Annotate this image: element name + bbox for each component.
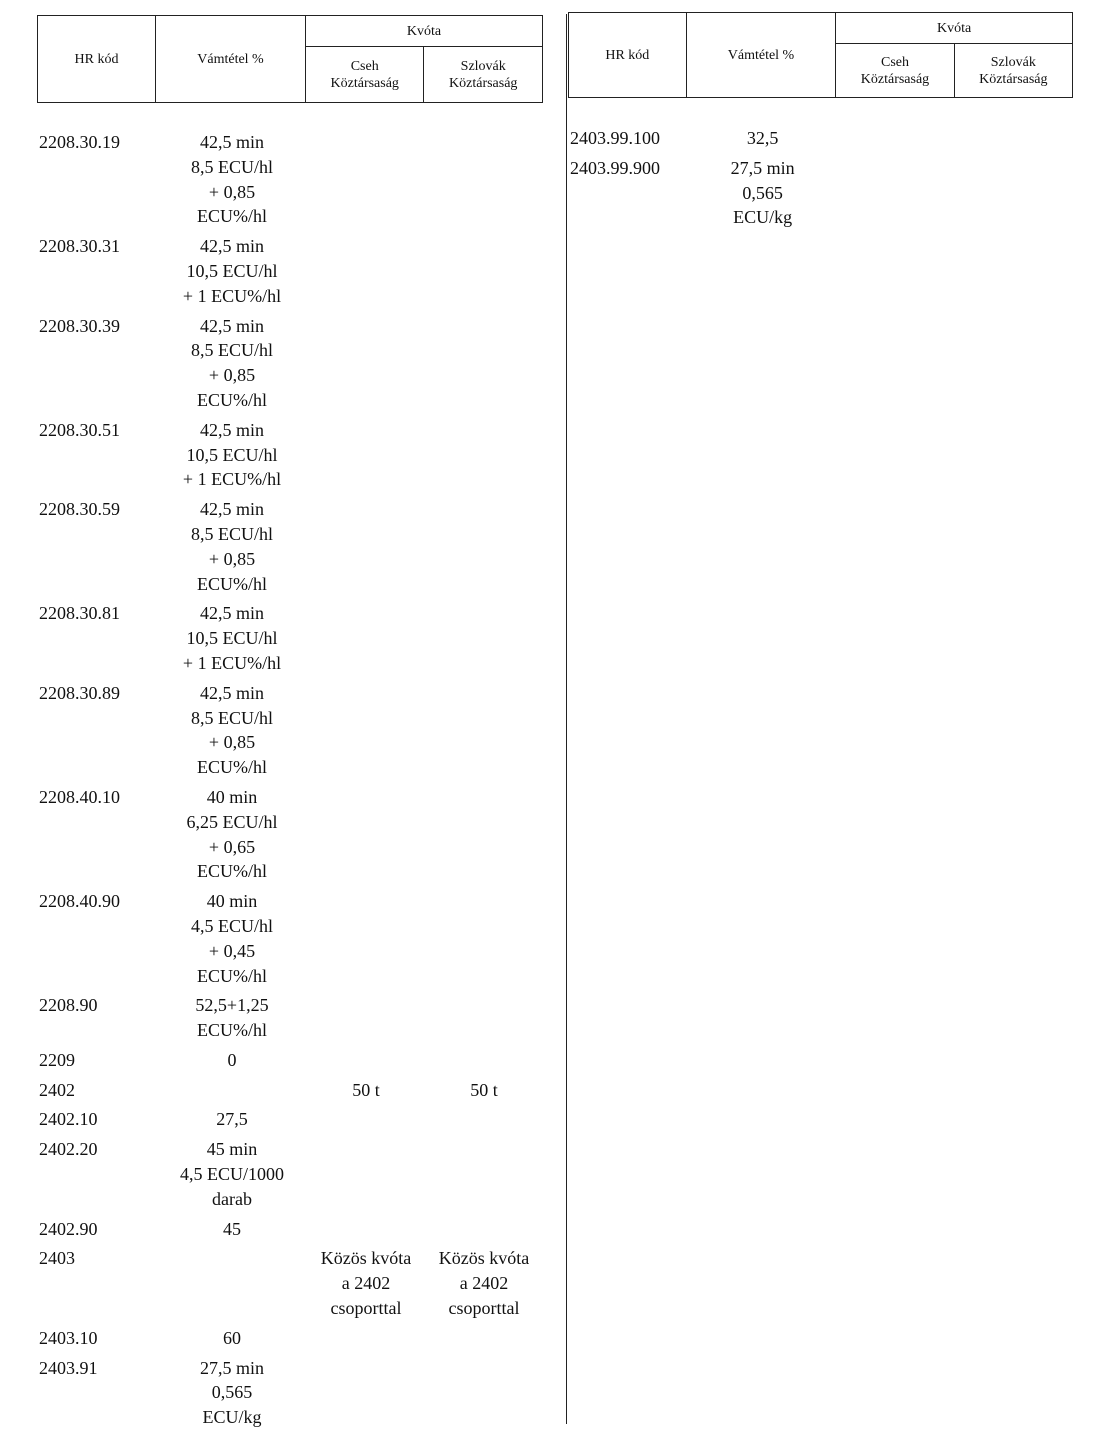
hr-code-cell: 2402.10 [39, 1109, 98, 1130]
rate-cell [157, 234, 307, 308]
quota-cseh-cell [307, 497, 425, 596]
rate-cell-line: 0,565 [211, 1382, 253, 1403]
rate-cell [157, 497, 307, 596]
quota-szlovak-cell [425, 785, 543, 884]
rate-cell [157, 1137, 307, 1211]
quota-cseh-cell [307, 993, 425, 1043]
right-table-body [568, 126, 1073, 230]
header-vamtetel: Vámtétel % [686, 13, 836, 98]
quota-cseh-cell-line: csoporttal [330, 1298, 402, 1319]
rate-cell-line: 42,5 min [199, 315, 264, 336]
hr-code-cell: 2209 [39, 1049, 75, 1070]
quota-cseh-cell [307, 234, 425, 308]
quota-cseh-cell [307, 1078, 425, 1103]
quota-szlovak-cell [425, 1078, 543, 1103]
hr-code-cell: 2208.90 [39, 995, 98, 1016]
rate-cell-line: 10,5 ECU/hl [186, 260, 278, 281]
quota-szlovak-cell [425, 1356, 543, 1430]
rate-cell-line: 42,5 min [199, 499, 264, 520]
quota-szlovak-cell [425, 314, 543, 413]
table-row [37, 601, 543, 675]
rate-cell-line: 4,5 ECU/1000 [179, 1164, 284, 1185]
hr-code-cell: 2208.30.31 [39, 236, 120, 257]
rate-cell-line: + 0,85 [208, 181, 256, 202]
table-row [37, 314, 543, 413]
table-row [37, 1078, 543, 1103]
rate-cell [688, 126, 838, 151]
rate-cell-line: ECU%/hl [197, 206, 267, 227]
quota-szlovak-cell [425, 889, 543, 988]
quota-szlovak-cell [955, 126, 1073, 151]
rate-cell [157, 601, 307, 675]
header-cseh-line2: Köztársaság [330, 75, 399, 91]
table-row [37, 1326, 543, 1351]
hr-code-cell: 2403.10 [39, 1327, 98, 1348]
quota-szlovak-cell-line: Közös kvóta [438, 1248, 530, 1269]
table-row [37, 1048, 543, 1073]
quota-szlovak-cell [425, 681, 543, 780]
table-row [37, 497, 543, 596]
hr-code-cell: 2208.30.59 [39, 499, 120, 520]
hr-code-cell: 2208.30.81 [39, 603, 120, 624]
rate-cell-line: ECU%/hl [197, 573, 267, 594]
rate-cell-line: + 0,85 [208, 365, 256, 386]
table-row [37, 1217, 543, 1242]
header-cseh [305, 47, 423, 103]
rate-cell-line: 45 min [206, 1139, 258, 1160]
header-szlovak-line2: Köztársaság [979, 71, 1048, 87]
rate-cell-line: 45 [223, 1218, 241, 1239]
header-szlovak [424, 47, 543, 103]
rate-cell-line: 10,5 ECU/hl [186, 628, 278, 649]
rate-cell-line: ECU%/hl [197, 757, 267, 778]
quota-szlovak-cell [425, 130, 543, 229]
header-hr-kod: HR kód [569, 13, 687, 98]
quota-cseh-cell [307, 601, 425, 675]
quota-szlovak-cell [425, 1048, 543, 1073]
rate-cell-line: 40 min [206, 891, 258, 912]
rate-cell-line: 27,5 [216, 1109, 248, 1130]
rate-cell [157, 418, 307, 492]
rate-cell [157, 1246, 307, 1320]
rate-cell-line: 42,5 min [199, 603, 264, 624]
rate-cell-line: 42,5 min [199, 132, 264, 152]
table-row [37, 1107, 543, 1132]
header-cseh-line2: Köztársaság [860, 71, 930, 87]
quota-cseh-cell [307, 1217, 425, 1242]
rate-cell-line: ECU/kg [202, 1407, 262, 1428]
table-row [37, 889, 543, 988]
rate-cell-line: ECU/kg [733, 207, 793, 228]
rate-cell [157, 785, 307, 884]
quota-szlovak-cell-line: a 2402 [459, 1273, 509, 1294]
quota-szlovak-cell [425, 993, 543, 1043]
hr-code-cell: 2403.99.900 [570, 157, 660, 178]
table-row [37, 681, 543, 780]
header-kvota: Kvóta [305, 16, 542, 47]
rate-cell-line: + 1 ECU%/hl [182, 285, 282, 306]
quota-cseh-cell [307, 1107, 425, 1132]
quota-szlovak-cell [425, 497, 543, 596]
hr-code-cell: 2208.30.39 [39, 315, 120, 336]
rate-cell-line: 52,5+1,25 [195, 995, 269, 1016]
table-row [37, 785, 543, 884]
rate-cell-line: 42,5 min [199, 419, 264, 440]
right-table-header [568, 12, 1073, 98]
rate-cell [157, 681, 307, 780]
header-szlovak-line1: Szlovák [460, 58, 506, 74]
rate-cell-line: 8,5 ECU/hl [190, 707, 273, 728]
rate-cell [157, 314, 307, 413]
left-table-body [37, 130, 543, 1430]
header-cseh-line1: Cseh [880, 54, 909, 70]
rate-cell [157, 130, 307, 229]
header-szlovak [954, 44, 1072, 98]
table-row [568, 126, 1073, 151]
rate-cell-line: 8,5 ECU/hl [190, 523, 273, 544]
quota-cseh-cell [307, 1326, 425, 1351]
quota-cseh-cell [307, 1137, 425, 1211]
quota-cseh-cell-line: a 2402 [341, 1273, 391, 1294]
table-row [37, 130, 543, 229]
header-szlovak-line1: Szlovák [990, 54, 1036, 70]
rate-cell-line: 40 min [206, 786, 258, 807]
table-row [37, 993, 543, 1043]
quota-cseh-cell [307, 681, 425, 780]
quota-szlovak-cell [425, 418, 543, 492]
quota-szlovak-cell [425, 1107, 543, 1132]
rate-cell-line: 32,5 [746, 128, 779, 148]
header-hr-kod: HR kód [38, 16, 156, 103]
rate-cell-line: 60 [223, 1327, 241, 1348]
quota-szlovak-cell [425, 1326, 543, 1351]
hr-code-cell: 2208.30.51 [39, 419, 120, 440]
table-row [37, 1356, 543, 1430]
rate-cell-line: + 0,65 [208, 836, 256, 857]
quota-szlovak-cell [425, 1246, 543, 1320]
rate-cell [157, 889, 307, 988]
rate-cell [157, 1356, 307, 1430]
quota-cseh-cell [837, 126, 955, 151]
rate-cell [157, 1107, 307, 1132]
rate-cell-line: 4,5 ECU/hl [190, 915, 273, 936]
rate-cell-line: 8,5 ECU/hl [190, 340, 273, 361]
quota-cseh-cell-line: 50 t [352, 1079, 380, 1100]
quota-cseh-cell [307, 130, 425, 229]
rate-cell-line: + 0,45 [208, 940, 256, 961]
header-cseh [836, 44, 954, 98]
rate-cell [157, 1326, 307, 1351]
hr-code-cell: 2208.40.90 [39, 891, 120, 912]
quota-szlovak-cell-line: 50 t [470, 1079, 498, 1100]
quota-cseh-cell [307, 1246, 425, 1320]
rate-cell-line: ECU%/hl [197, 389, 267, 410]
hr-code-cell: 2402.90 [39, 1218, 98, 1239]
hr-code-cell: 2402 [39, 1079, 75, 1100]
quota-cseh-cell [307, 418, 425, 492]
hr-code-cell: 2403.99.100 [570, 128, 660, 148]
rate-cell-line: 42,5 min [199, 236, 264, 257]
rate-cell-line: 6,25 ECU/hl [186, 811, 278, 832]
quota-szlovak-cell [425, 1137, 543, 1211]
quota-cseh-cell [307, 314, 425, 413]
header-vamtetel: Vámtétel % [156, 16, 306, 103]
rate-cell-line: darab [212, 1188, 252, 1209]
rate-cell [157, 1217, 307, 1242]
rate-cell-line: ECU%/hl [197, 1020, 267, 1041]
rate-cell-line: 42,5 min [199, 682, 264, 703]
quota-cseh-cell [307, 1048, 425, 1073]
rate-cell-line: + 0,85 [208, 732, 256, 753]
rate-cell-line: 27,5 min [199, 1357, 264, 1378]
quota-cseh-cell-line: Közös kvóta [320, 1248, 412, 1269]
rate-cell [688, 156, 838, 230]
rate-cell-line: 8,5 ECU/hl [190, 156, 273, 177]
rate-cell-line: ECU%/hl [197, 861, 267, 882]
rate-cell [157, 1078, 307, 1103]
rate-cell-line: + 0,85 [208, 548, 256, 569]
header-kvota: Kvóta [836, 13, 1073, 44]
header-cseh-line1: Cseh [350, 58, 379, 74]
quota-cseh-cell [307, 785, 425, 884]
rate-cell [157, 1048, 307, 1073]
hr-code-cell: 2208.30.19 [39, 132, 120, 152]
hr-code-cell: 2403.91 [39, 1357, 98, 1378]
hr-code-cell: 2403 [39, 1248, 75, 1269]
rate-cell-line: + 1 ECU%/hl [182, 469, 282, 490]
left-table-header [37, 15, 543, 103]
rate-cell-line: 10,5 ECU/hl [186, 444, 278, 465]
quota-cseh-cell [307, 889, 425, 988]
table-row [37, 1137, 543, 1211]
table-row [568, 156, 1073, 230]
hr-code-cell: 2402.20 [39, 1139, 98, 1160]
rate-cell-line: 0 [227, 1049, 237, 1070]
rate-cell-line: + 1 ECU%/hl [182, 652, 282, 673]
hr-code-cell: 2208.30.89 [39, 682, 120, 703]
rate-cell-line: 27,5 min [730, 157, 795, 178]
rate-cell-line: 0,565 [742, 182, 783, 203]
column-divider [566, 14, 567, 1424]
quota-szlovak-cell-line: csoporttal [448, 1298, 520, 1319]
table-row [37, 1246, 543, 1320]
quota-cseh-cell [307, 1356, 425, 1430]
header-szlovak-line2: Köztársaság [449, 75, 518, 91]
quota-szlovak-cell [425, 601, 543, 675]
quota-szlovak-cell [425, 1217, 543, 1242]
table-row [37, 234, 543, 308]
hr-code-cell: 2208.40.10 [39, 786, 120, 807]
table-row [37, 418, 543, 492]
rate-cell [157, 993, 307, 1043]
quota-szlovak-cell [425, 234, 543, 308]
quota-cseh-cell [837, 156, 955, 230]
rate-cell-line: ECU%/hl [197, 965, 267, 986]
quota-szlovak-cell [955, 156, 1073, 230]
